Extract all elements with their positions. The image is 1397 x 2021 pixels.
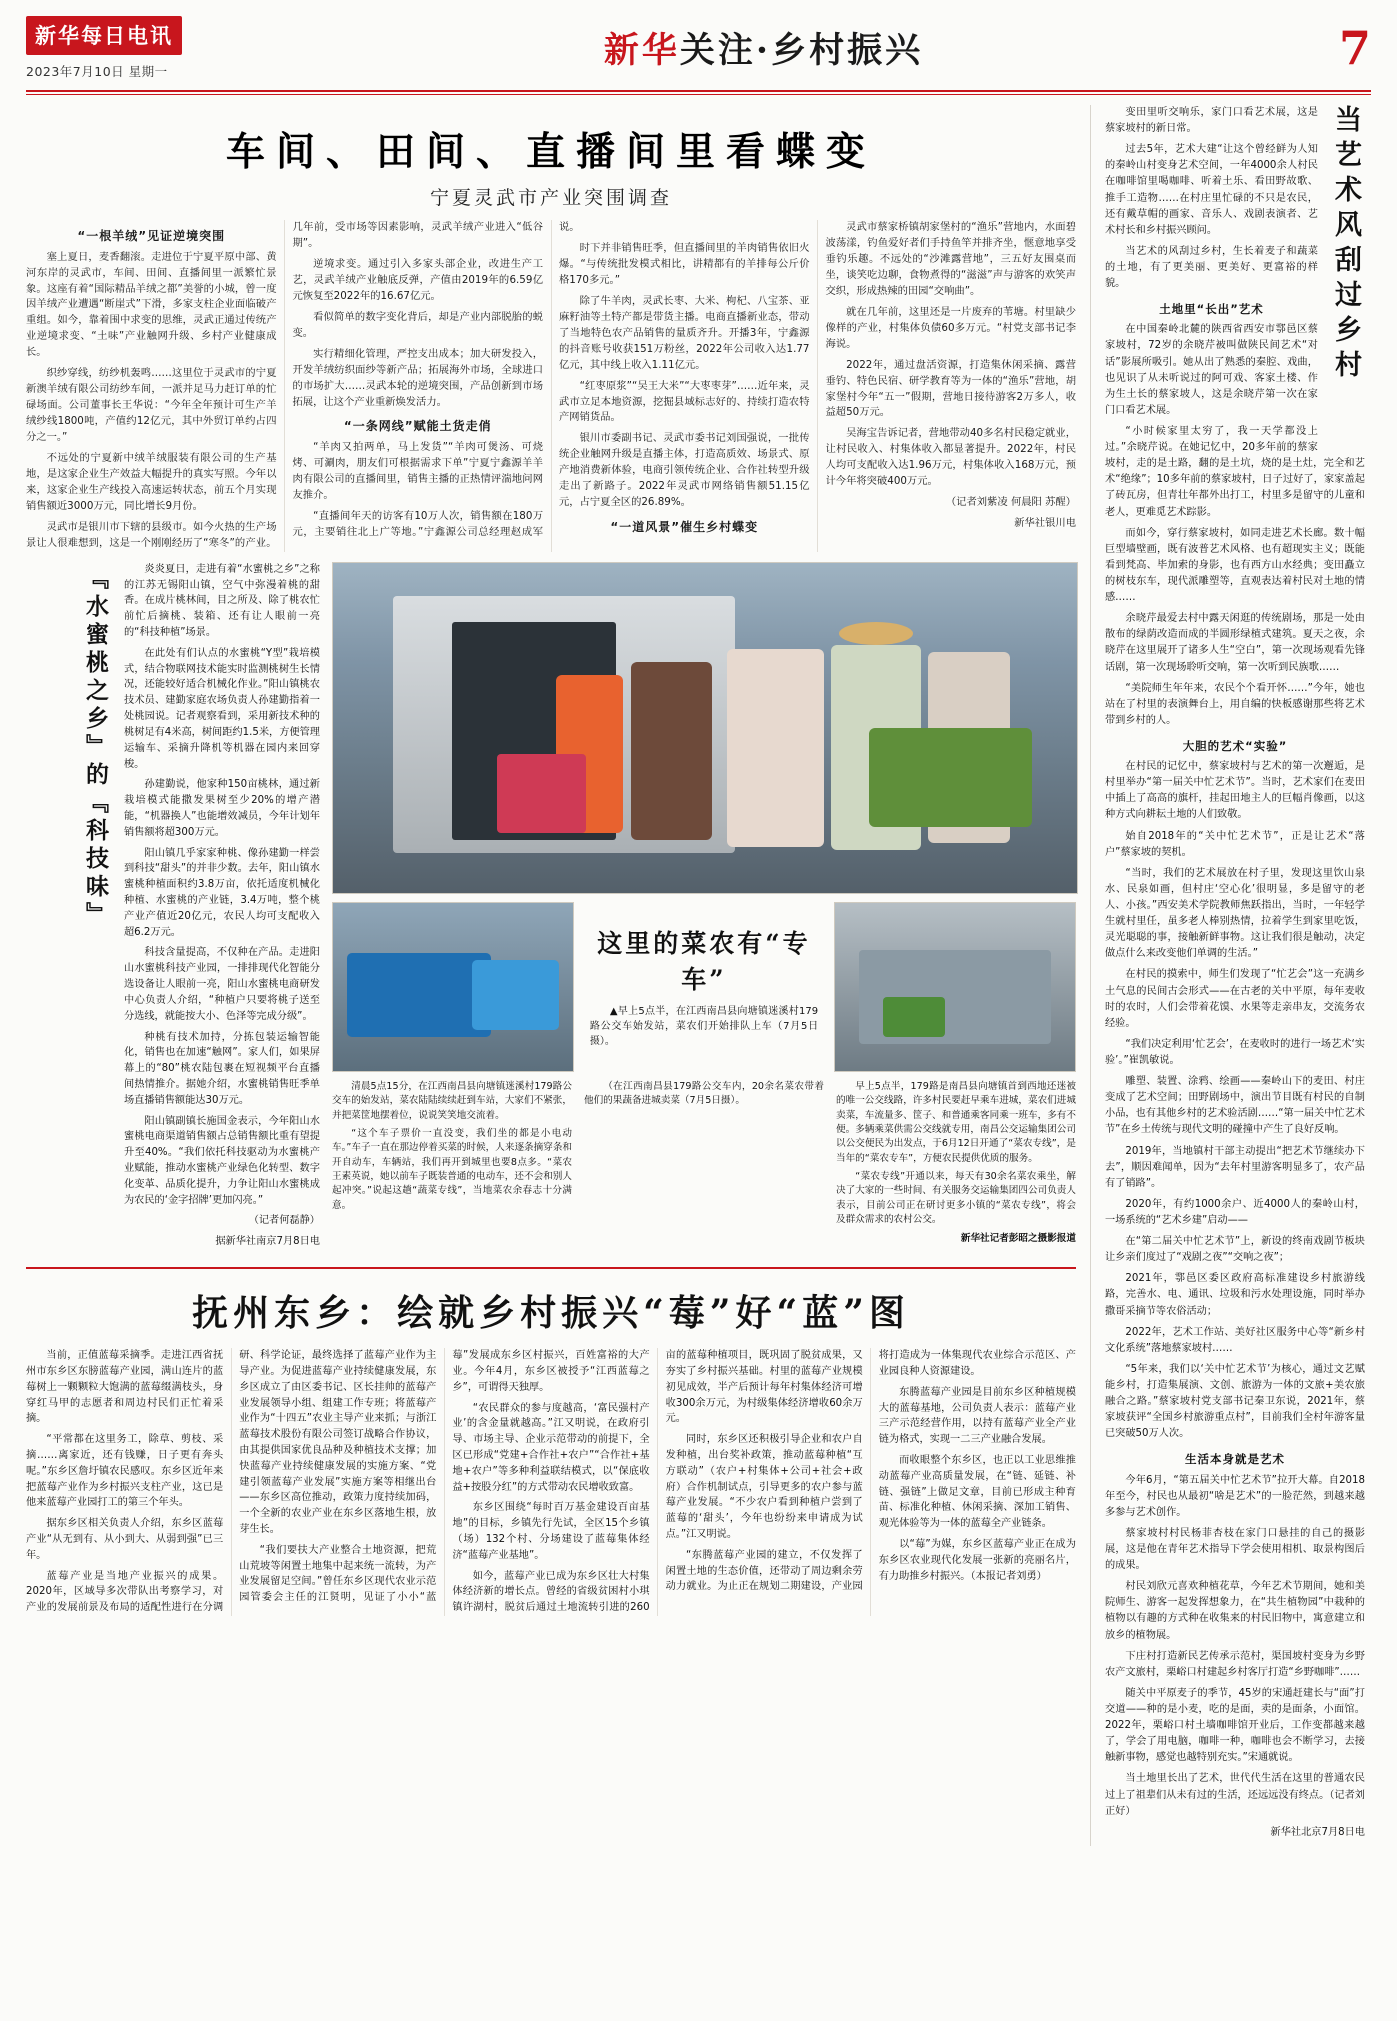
newspaper-logo: 新华每日电讯 xyxy=(26,16,182,55)
page-columns xyxy=(26,105,1371,1846)
lead-paragraph: 逆境求变。通过引入多家头部企业，改进生产工艺，灵武羊绒产业触底反弹，产值由2019年的6.59亿元恢复至2022年的16.67亿元。 xyxy=(292,257,543,302)
lead-paragraph: 时下并非销售旺季，但直播间里的羊肉销售依旧火爆。“与传统批发模式相比，讲精都有的羊排每公斤价格170多元。” xyxy=(559,241,810,286)
masthead-right xyxy=(1261,21,1371,75)
lead-section-title-1: “一根羊绒”见证逆境突围 xyxy=(77,229,226,243)
photo-feature-caption xyxy=(584,902,824,1072)
caption-paragraph: 清晨5点15分，在江西南昌县向塘镇迷溪村179路公交车的始发站，菜农陆陆续续赶到车站，大家们不紧张，并把菜筐地摆着位，说说笑笑地交流着。 xyxy=(332,1080,572,1121)
side-paragraph: 当土地里长出了艺术，世代代生活在这里的普通农民过上了祖辈们从未有过的生活，还远远没有终点。（记者刘正好） xyxy=(1105,1773,1365,1817)
left-sidebar-article xyxy=(124,562,320,1255)
section-title-red: 新华 xyxy=(603,30,680,71)
side-paragraph: “美院师生年年来，农民个个看开怀……”今年，她也站在了村里的表演舞台上，用自编的快板感谢那些将艺术带到乡村的人。 xyxy=(1105,682,1365,726)
left-paragraph: 阳山镇几乎家家种桃、像孙建勤一样尝到科技“甜头”的并非少数。去年，阳山镇水蜜桃种植面积约3.8万亩，依托适度机械化种植、水蜜桃的产业链，3.4万吨，整个桃产业产值近20亿元，农民人均可支配收入超6.2万元。 xyxy=(124,847,320,938)
photo-feature xyxy=(26,562,1076,1255)
bottom-article xyxy=(26,1267,1076,1616)
caption-paragraph: “菜农专线”开通以来，每天有30余名菜农乘坐，解决了大家的一些时间、有关服务交运输集团四公司负责人表示，目前公司正在研讨更多小镇的“菜农专线”，将会及群众需求的农村公交。 xyxy=(836,1171,1076,1226)
side-paragraph: 在村民的记忆中，蔡家坡村与艺术的第一次邂逅，是村里举办“第一届关中忙艺术节”。当时，艺术家们在麦田中插上了高高的旗杆，挂起田地主人的巨幅肖像画，以这种方式向耕耘土地的人们致敬。 xyxy=(1105,761,1365,821)
side-article-title: 当艺术风刮过乡村 xyxy=(1330,105,1361,385)
sub-photo-left xyxy=(332,902,574,1072)
bottom-paragraph: 东腾蓝莓产业园是目前东乡区种植规模大的蓝莓基地，公司负责人表示：蓝莓产业三产示范经营作用，以持有蓝莓产业全产业链为格式，实现一二三产业融合发展。 xyxy=(878,1386,1076,1446)
bottom-headline: 抚州东乡：绘就乡村振兴“莓”好“蓝”图 xyxy=(192,1292,910,1335)
side-paragraph: 雕塑、装置、涂鸦、绘画——秦岭山下的麦田、村庄变成了艺术空间；田野剧场中，演出节目既有村民的自制小品，也有其他乡村的艺术验活剧……“第一届关中忙艺术节”在乡土传统与现代文明的碰撞中产生了良好反响。 xyxy=(1105,1076,1365,1136)
caption-col-right xyxy=(836,1080,1076,1250)
lead-paragraph: 实行精细化管理，严控支出成本；加大研发投入，开发羊绒纺织面纱等新产品；拓展海外市场，全球进口的市场扩大……灵武本轮的逆境突围，产品创新到市场拓展，让这个产业重新焕发活力。 xyxy=(292,347,543,408)
photo-wrap xyxy=(332,562,1076,1255)
photo-feature-lede: ▲早上5点半，在江西南昌县向塘镇迷溪村179路公交车始发站，菜农们开始排队上车（7月5日摄）。 xyxy=(589,1006,819,1048)
side-section-title-1: 土地里“长出”艺术 xyxy=(1159,302,1264,317)
photo-credit: 新华社记者彭昭之摄影报道 xyxy=(960,1232,1076,1244)
main-column xyxy=(26,105,1076,1846)
lead-paragraph: 吴海宝告诉记者，营地带动40多名村民稳定就业，让村民收入、村集体收入都显著提升。2022年，村民人均可支配收入达1.96万元，村集体收入168万元，预计今年将突破400万元。 xyxy=(825,427,1076,488)
left-paragraph: 炎炎夏日，走进有着“水蜜桃之乡”之称的江苏无锡阳山镇，空气中弥漫着桃的甜香。在成片桃林间，目之所及、除了桃农忙前忙后摘桃、装箱、还有让人眼前一亮的“科技种植”场景。 xyxy=(124,563,320,638)
lead-paragraph: 不远处的宁夏新中绒羊绒服装有限公司的生产基地，是这家企业生产效益大幅提升的真实写照。今年以来，这家企业生产线投入高速运转状态，前五个月实现销售额近3000万元，同比增长9月份。 xyxy=(26,452,277,512)
masthead-rule-thin xyxy=(26,94,1371,95)
side-paragraph: 2021年，鄠邑区委区政府高标准建设乡村旅游线路，完善水、电、通讯、垃圾和污水处理设施，同时举办撒哥采摘节等农俗活动； xyxy=(1105,1273,1365,1317)
side-paragraph: 在“第二届关中忙艺术节”上，新设的终南戏剧节板块让乡亲们度过了“戏剧之夜”“交响之夜”； xyxy=(1105,1236,1365,1264)
main-photo xyxy=(332,562,1078,894)
lead-paragraph: 2022年，通过盘活资源，打造集休闲采摘、露营垂钓、特色民宿、研学教育等为一体的“渔乐”营地，胡家堡村今年“五一”假期，营地日接待游客2万多人，收益超50万元。 xyxy=(825,358,1076,419)
side-paragraph: 2019年，当地镇村干部主动提出“把艺术节继续办下去”，顺因难闻单，因为“去年村里游客明显多了，农产品有了销路”。 xyxy=(1105,1145,1365,1189)
bottom-paragraph: “农民群众的参与度越高，‘富民强村产业’的含金量就越高。”江又明说，在政府引导、市场主导、企业示范带动的前提下，全区已形成“党建+合作社+农户”“合作社+基地+农户”等多种利益联结模式，以“保底收益+按股分红”的方式带动农民增收致富。 xyxy=(452,1402,650,1493)
lead-byline: （记者刘紫凌 何晨阳 苏醒） xyxy=(945,496,1076,509)
photo-straw-hat xyxy=(839,622,913,645)
caption-paragraph: 早上5点半，179路是南昌县向塘镇首到西地还迷被的唯一公交线路，许多村民要赶早乘车进城，菜农们进城卖菜，车流量多、筐子、和普通乘客同乘一班车，多有不便。多辆乘菜供需公交线就专用，南昌公交运输集团公司以公交便民为出发点，于6月12日开通了“菜农专线”，是当年的“菜农专车”，方便农民提供优质的服务。 xyxy=(836,1080,1076,1164)
bottom-body xyxy=(26,1348,1076,1616)
lead-paragraph: 银川市委副书记、灵武市委书记刘国强说，一批传统企业触网升级是直播主体，打造高质效、场景式、原产地消费新体验，电商引领传统企业、合作社转型升级走出了新路子。2022年灵武市网络销售额51.15亿元，占宁夏全区的26.89%。 xyxy=(559,432,810,509)
lead-paragraph: 织纱穿线，纺纱机轰鸣……这里位于灵武市的宁夏新澳羊绒有限公司纺纱车间，一派并足马力赶订单的忙碌场面。公司董事长王华说：“今年全年预计可生产羊绒纱线1800吨，产值约12亿元，其中外贸订单约占四分之一。” xyxy=(26,367,277,444)
bottom-paragraph: 据东乡区相关负责人介绍，东乡区蓝莓产业“从无到有、从小到大、从弱到强”已三年。 xyxy=(26,1518,224,1561)
masthead-center xyxy=(266,23,1261,73)
lead-agency: 新华社银川电 xyxy=(1014,517,1076,530)
sub-photo-right xyxy=(834,902,1076,1072)
lead-paragraph: “羊肉又拍两单，马上发货”“羊肉可煲汤、可烧烤、可涮肉，朋友们可根据需求下单”宁夏宁鑫源羊羊肉有限公司的直播间里，销售主播的正热情评湍地问网友推介。 xyxy=(292,441,543,501)
side-column xyxy=(1090,105,1365,1846)
caption-paragraph: “这个车子票价一直没变，我们坐的都是小电动车。”车子一直在那边停着买菜的时候，人来逐条摘穿条和开自动车，车辆站，我们再开到城里也要8点多。“菜农王素英说，她以前车子既装普通的电动车，还不会和别人起冲突。”说起这趟“蔬菜专线”，当地菜农余春志十分满意。 xyxy=(332,1127,573,1211)
left-vertical-title: 『水蜜桃之乡』的『科技味』 xyxy=(82,565,109,930)
side-paragraph: “当时，我们的艺术展放在村子里，发现这里饮山泉水、民泉如画，但村庄‘空心化’很明显，多是留守的老人、小孩。”西安美术学院教师焦跃指出，当时，一年轻学生就村里任，虽多老人棒别热情，拉着学生到家里吃饭，灵光聪聪的事，接触新鲜事物。这让我们很是触动，决定做点什么来改变他们单调的生活。” xyxy=(1105,867,1365,960)
bottom-paragraph: “东腾蓝莓产业园的建立，不仅发挥了闲置土地的生态价值，还带动了周边剩余劳动力就业。为止正在规划二期建设，产业园将打造成为一体集现代农业综合示范区、产业园良种人资源建设。 xyxy=(665,1350,1076,1593)
lead-subhead: 宁夏灵武市产业突围调查 xyxy=(429,187,672,209)
bottom-paragraph: 如今，蓝莓产业已成为东乡区壮大村集体经济新的增长点。曾经的省级贫困村小琪镇许湖村，脱贫后通过土地流转引进的260亩的蓝莓种植项目，既巩固了脱贫成果，又夯实了乡村振兴基础。村里的蓝莓产业规模初见成效，半产后预计每年村集体经济可增收300余万元，为村级集体经济增收60余万元。 xyxy=(452,1350,863,1614)
side-section-title-3: 生活本身就是艺术 xyxy=(1185,1452,1285,1467)
left-paragraph: 科技含量提高，不仅种在产品。走进阳山水蜜桃科技产业园，一排排现代化智能分选设备让人眼前一亮，阳山水蜜桃电商研发中心负责人介绍，“种植户只要将桃子送至分选线，就能按大小、色泽等完成分级”。 xyxy=(124,947,320,1022)
lead-paragraph: “直播间年天的访客有10万人次，销售额在180万元，主要销往北上广等地。”宁鑫源公司总经理赵成军说。 xyxy=(292,221,580,538)
bottom-paragraph: 蓝莓产业是当地产业振兴的成果。2020年，区域导多次带队出考察学习，对产业的发展前景及布局的适配性进行在分调研、科学论证，最终选择了蓝莓产业作为主导产业。为促进蓝莓产业持续健康发展，东乡区成立了由区委书记、区长挂帅的蓝莓产业发展领导小组、组建工作专班；将蓝莓产业作为“十四五”农业主导产业来抓；与浙江蓝莓技术股份有限公司签订战略合作协议，由其提供国家优良品种及种植技术支撑；加快蓝莓产业持续健康发展的实施方案、“党建引领蓝莓产业发展”实施方案等相继出台——东乡区高位推动，政策力度持续加码，一个全新的农业产业在东乡区落地生根，放芽生长。 xyxy=(26,1350,437,1614)
side-paragraph: 始自2018年的“关中忙艺术节”，正是让艺术“落户”蔡家坡的契机。 xyxy=(1105,830,1365,858)
photo-person xyxy=(727,649,824,847)
photo-caption-columns xyxy=(332,1080,1076,1250)
photo-bag xyxy=(497,754,586,833)
left-paragraph: 种桃有技术加持，分拣包装运输智能化，销售也在加速“触网”。家人们，如果屏幕上的“80”桃农陆包裹在短视频平台直播间热情推介。据她介绍，水蜜桃销售旺季单场直播销售额能达30万元。 xyxy=(124,1031,320,1106)
left-byline: （记者何磊静） xyxy=(248,1215,320,1227)
lead-paragraph: 看似简单的数字变化背后，却是产业内部脱胎的蜕变。 xyxy=(292,310,543,339)
lead-section-title-3: “一道风景”催生乡村蝶变 xyxy=(610,520,759,535)
caption-paragraph: （在江西南昌县179路公交车内，20余名菜农带着他们的果蔬备进城卖菜（7月5日摄）。 xyxy=(584,1080,824,1107)
side-paragraph: 2022年，艺术工作站、美好社区服务中心等“新乡村文化系统”落地蔡家坡村…… xyxy=(1105,1326,1365,1354)
masthead-rule xyxy=(26,90,1371,92)
masthead xyxy=(26,0,1371,86)
lead-paragraph: 塞上夏日，麦香翻滚。走进位于宁夏平原中部、黄河东岸的灵武市，车间、田间、直播间里一派繁忙景象。这座有着“国际精品羊绒之都”美誉的小城，曾一度因羊绒产业遭遇“断崖式”下滑，多家支柱企业面临破产重组。如今，靠着围中求变的思维，灵武正通过传统产业逆境求变、“土味”产业触网升级、乡村产业健康成长。 xyxy=(26,250,277,359)
lead-paragraph: 灵武市蔡家桥镇胡家堡村的“渔乐”营地内，水面碧波荡漾，钓鱼爱好者们手持鱼竿并排齐坐，惬意地享受垂钓乐趣。不远处的“沙滩露营地”，三五好友围桌而坐，谈笑吃边聊，食物煮得的“滋滋”声与游客的欢笑声交织，形成热辣的田园“交响曲”。 xyxy=(825,221,1076,297)
side-paragraph: 而如今，穿行蔡家坡村，如同走进艺术长廊。数十幅巨型墙壁画，既有波普艺术风格、也有超现实主义；既能看到梵高、毕加索的身影，也有西方山水经典；变田矗立的树枝东车，现代派雕塑等，直观表达着村民对土地的情感…… xyxy=(1105,527,1365,604)
caption-col-mid xyxy=(584,1080,824,1250)
photo-person xyxy=(631,662,713,840)
lead-headline: 车间、田间、直播间里看蝶变 xyxy=(225,129,876,175)
caption-col-left xyxy=(332,1080,572,1250)
side-paragraph: 随关中平原麦子的季节，45岁的宋通赶建长与“面”打交道——种的是小麦，吃的是面，卖的是面条，小面馆。2022年，栗峪口村土墙咖啡馆开业后，工作变都越来越了，学会了用电脑，咖啡一种，咖啡也会不断学习，去接触新事物，感觉也越特别充实。”宋通就说。 xyxy=(1105,1687,1365,1764)
lead-paragraph: “红枣原浆”“吴王大米”“大枣枣芽”……近年来，灵武市立足本地资源，挖掘县域标志好的、持续打造农特产网销货品。 xyxy=(559,379,810,424)
bottom-paragraph: 同时，东乡区还积极引导企业和农户自发种植，出台奖补政策，推动蓝莓种植“互方联动”（农户+村集体+公司+社会+政府）合作机制试点，引导更多的农户参与蓝莓产业发展。“不少农户看到种植户尝到了蓝莓的‘甜头’，今年也纷纷来申请成为试点。”江又明说。 xyxy=(665,1434,863,1540)
side-agency: 新华社北京7月8日电 xyxy=(1270,1826,1365,1838)
lead-paragraph: 灵武市是银川市下辖的县级市。如今火热的生产场景让人很难想到，这是一个刚刚经历了“寒冬”的产业。几年前，受市场等因素影响，灵武羊绒产业进入“低谷期”。 xyxy=(26,221,543,549)
bottom-paragraph: “平常都在这里务工，除草、剪枝、采摘……离家近，还有钱赚，日子更有奔头呢。”东乡区詹圩镇农民感叹。东乡区近年来把蓝莓产业作为乡村振兴支柱产业，这已是他来蓝莓产业园打工的第三个年头。 xyxy=(26,1434,224,1509)
publication-date: 2023年7月10日 星期一 xyxy=(26,64,168,79)
lead-body xyxy=(26,220,1076,552)
lead-paragraph: 就在几年前，这里还是一片废弃的苇塘。村里缺少像样的产业，村集体负债60多万元。“村党支部书记李海说。 xyxy=(825,305,1076,350)
left-paragraph: 阳山镇副镇长施国金表示，今年阳山水蜜桃电商渠道销售额占总销售额比重有望提升至40%。“我们依托科技驱动为水蜜桃产业赋能，推动水蜜桃产业绿色化转型、数字化变革、品质化提升，力争让阳山水蜜桃成为农民的‘金字招牌’更加闪亮。” xyxy=(124,1115,320,1206)
photo-caption-band xyxy=(332,902,1076,1072)
photo-feature-title: 这里的菜农有“专车” xyxy=(597,929,811,995)
photo-bus-blue xyxy=(347,953,491,1037)
photo-vegetables xyxy=(869,728,1033,827)
left-agency: 据新华社南京7月8日电 xyxy=(215,1236,320,1248)
bottom-paragraph: 以“莓”为媒，东乡区蓝莓产业正在成为东乡区农业现代化发展一张新的亮丽名片，有力助推乡村振兴。（本报记者刘勇） xyxy=(878,1539,1076,1582)
side-paragraph: 当艺术的风刮过乡村，生长着麦子和蔬菜的土地，有了更美丽、更美好、更富裕的样貌。 xyxy=(1105,245,1318,290)
section-title-black: 关注·乡村振兴 xyxy=(679,30,924,71)
side-paragraph: 过去5年，艺术大建“让这个曾经鲜为人知的秦岭山村变身艺术空间，一年4000余人村民在咖啡馆里喝咖啡、听着土乐、看田野故歌、推手工造物……在村庄里忙碌的不只是农民，还有戴草帽的画家、音乐人、戏剧表演者、艺术村长和乡村振兴顾问。 xyxy=(1105,144,1318,236)
side-paragraph: 余晓芹最爱去村中露天闲逛的传统剧场，那是一处由散布的绿荫改造而成的半圆形绿植式建筑。夏天之夜，余晓芹在这里展开了诸多人生“空白”，第一次现场观看先锋话剧，第一次现场聆听交响，第一次听到民族歌…… xyxy=(1105,613,1365,673)
photo-veg-basket xyxy=(883,997,945,1037)
left-paragraph: 孙建勤说，他家种150亩桃林，通过新栽培模式能撒发果树至少20%的增产潜能，“机器换人”也能增效减员，今年计划年销售额将超300万元。 xyxy=(124,779,320,838)
side-paragraph: 在中国秦岭北麓的陕西省西安市鄠邑区蔡家坡村，72岁的余晓芹被叫做陕民间艺术“对话”影展所吸引。她从出了熟悉的秦腔、戏曲，也见识了从未听说过的阿可戏、客家土楼、作为生土长的蔡家坡人，这是余晓芹第一次在家门口看艺术展。 xyxy=(1105,324,1318,416)
lead-paragraph: 除了牛羊肉，灵武长枣、大米、枸杞、八宝茶、亚麻籽油等土特产都是带货主播。电商直播新业态，带动了当地特色农产品销售的量质齐升。开播3年，宁鑫源的抖音账号收获151万粉丝，2022年公司收入达1.77亿元，其中线上收入1.11亿元。 xyxy=(559,294,810,371)
side-paragraph: 变田里听交响乐，家门口看艺术展，这是蔡家坡村的新日常。 xyxy=(1105,107,1318,135)
bottom-paragraph: “我们要扶大产业整合土地资源，把荒山荒坡等闲置土地集中起来统一流转，为产业发展留足空间。”曾任东乡区现代农业示范园管委会主任的江贤明，见证了小小“蓝莓”发展成东乡区村振兴，百姓富裕的大产业。今年4月，东乡区被授予“江西蓝莓之乡”，可谓得天独厚。 xyxy=(239,1350,650,1604)
side-paragraph: 今年6月，“第五届关中忙艺术节”拉开大幕。自2018年至今，村民也从最初“啥是艺术”的一脸茫然，到越来越多参与艺术创作。 xyxy=(1105,1474,1365,1518)
side-paragraph: “我们决定利用‘忙艺会’，在麦收时的进行一场艺术‘实验’。”崔凯敏说。 xyxy=(1105,1038,1365,1066)
side-paragraph: 在村民的摸索中，师生们发现了“忙艺会”这一充满乡土气息的民间古会形式——在古老的关中平原，每年麦收时的农时，人们会带着花馍、水果等走亲串友，交流务农经验。 xyxy=(1105,969,1365,1029)
side-paragraph: 蔡家坡村村民杨菲杏枝在家门口悬挂的自己的摄影展，这是他在青年艺术指导下学会使用相机、取景构图后的成果。 xyxy=(1105,1527,1365,1572)
side-paragraph: “5年来，我们以‘关中忙艺术节’为核心，通过文艺赋能乡村，打造集展演、文创、旅游为一体的文旅+美农旅融合之路。”蔡家坡村党支部书记秦卫东说，2021年，蔡家坡获评“全国乡村旅游重点村”，目前我们全村年游客量已突破50万人次。 xyxy=(1105,1363,1365,1440)
side-paragraph: 下庄村打造新民艺传承示范村，渠国坡村变身为乡野农产文旅村，栗峪口村建起乡村客厅打造“乡野咖啡”…… xyxy=(1105,1650,1365,1678)
side-section-title-2: 大胆的艺术“实验” xyxy=(1182,738,1288,753)
masthead-left xyxy=(26,16,266,80)
bottom-paragraph: 而收眼整个东乡区，也正以工业思维推动蓝莓产业高质量发展，在“链、延链、补链、强链”上做足文章，目前已形成主种育苗、标准化种植、休闲采摘、深加工销售、观光体验等为一体的蓝莓全产业链条。 xyxy=(878,1454,1076,1530)
lead-section-title-2: “一条网线”赋能土货走俏 xyxy=(343,419,492,434)
section-title xyxy=(266,23,1261,73)
side-paragraph: “小时候家里太穷了，我一天学都没上过。”余晓芹说。在她记忆中，20多年前的蔡家坡村，走的是土路，翻的是土坑，烧的是土灶，完全和艺术“绝缘”；10多年前的蔡家坡村，日子过好了，家家盖起了砖瓦房，但青壮年都外出打工，村里多是留守的儿童和老人，更难觅艺术踪影。 xyxy=(1105,426,1365,518)
bottom-paragraph: 当前，正值蓝莓采摘季。走进江西省抚州市东乡区东膀蓝莓产业园，满山连片的蓝莓树上一颗颗粒大饱满的蓝莓缀满枝头，身穿红马甲的志愿者和周边村民们正忙着采摘。 xyxy=(26,1350,224,1425)
side-paragraph: 2020年，有约1000余户、近4000人的秦岭山村，一场系统的“艺术乡建”启动—— xyxy=(1105,1198,1365,1226)
side-paragraph: 村民刘欣元喜欢种植花草，今年艺术节期间，她和美院师生、游客一起发挥想象力，在“共生植物园”中栽种的植物以有趣的方式种在收集来的村民旧物中，寓意建立和放乡的植物展。 xyxy=(1105,1581,1365,1641)
page-number: 7 xyxy=(1338,21,1371,75)
photo-bus-cyan xyxy=(472,960,558,1031)
left-paragraph: 在此处有们认点的水蜜桃“Y型”栽培模式，结合物联网技术能实时监测桃树生长情况，还能较好适合机械化作业。”阳山镇桃农技术员、建勤家庭农场负责人孙建勤指着一处桃园说。记者观察看到，采用新技术种的桃树足有4米高，树间距约1.5米，方便管理运输车、采摘升降机等机器在园内来回穿梭。 xyxy=(124,647,320,770)
bottom-paragraph: 东乡区围绕“每时百万基金建设百亩基地”的目标，乡镇先行先试，全区15个乡镇（场）132个村、分场建设了蓝莓集体经济“蓝莓产业基地”。 xyxy=(452,1502,650,1561)
